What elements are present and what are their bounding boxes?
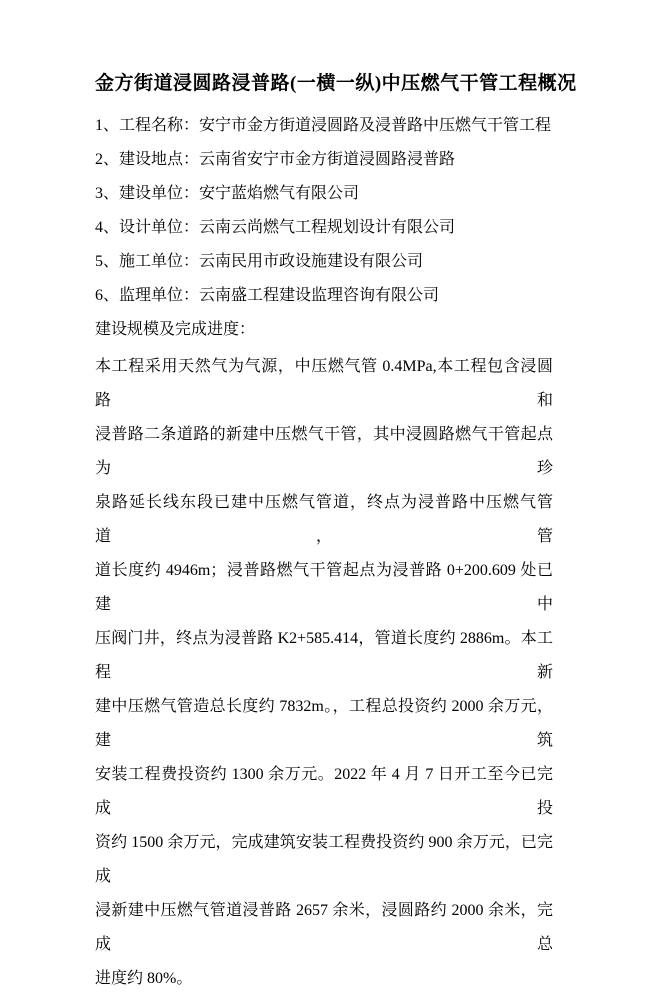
info-item-supervision-unit: 6、监理单位：云南盛工程建设监理咨询有限公司 [95, 287, 440, 304]
info-item-design-unit: 4、设计单位：云南云尚燃气工程规划设计有限公司 [95, 219, 456, 236]
paragraph-line: 浸普路二条道路的新建中压燃气干管，其中浸圆路燃气干管起点为珍 [95, 426, 553, 477]
paragraph-line: 道长度约 4946m；浸普路燃气干管起点为浸普路 0+200.609 处已建中 [95, 562, 553, 613]
paragraph-line: 压阀门井，终点为浸普路 K2+585.414，管道长度约 2886m。本工程新 [95, 630, 553, 681]
paragraph-line: 泉路延长线东段已建中压燃气管道，终点为浸普路中压燃气管道，管 [95, 494, 553, 545]
info-item-builder-unit: 5、施工单位：云南民用市政设施建设有限公司 [95, 253, 424, 270]
project-progress-paragraph [95, 350, 553, 996]
project-info-list [95, 109, 553, 347]
section-heading: 建设规模及完成进度： [95, 321, 256, 338]
info-item-project-name: 1、工程名称：安宁市金方街道浸圆路及浸普路中压燃气干管工程 [95, 117, 552, 134]
paragraph-line: 本工程采用天然气为气源，中压燃气管 0.4MPa,本工程包含浸圆路和 [95, 358, 553, 409]
paragraph-line: 建中压燃气管造总长度约 7832m。，工程总投资约 2000 余万元，建筑 [95, 698, 553, 749]
info-item-construction-unit: 3、建设单位：安宁蓝焰燃气有限公司 [95, 185, 360, 202]
document-title: 金方街道浸圆路浸普路(一横一纵)中压燃气干管工程概况 [95, 73, 577, 94]
paragraph-line: 资约 1500 余万元，完成建筑安装工程费投资约 900 余万元，已完成 [95, 834, 553, 885]
paragraph-line: 浸新建中压燃气管道浸普路 2657 余米，浸圆路约 2000 余米，完成总 [95, 902, 553, 953]
paragraph-line: 安装工程费投资约 1300 余万元。2022 年 4 月 7 日开工至今已完成投 [95, 766, 553, 817]
paragraph-line: 进度约 80%。 [95, 970, 193, 987]
info-item-construction-site: 2、建设地点：云南省安宁市金方街道浸圆路浸普路 [95, 151, 456, 168]
